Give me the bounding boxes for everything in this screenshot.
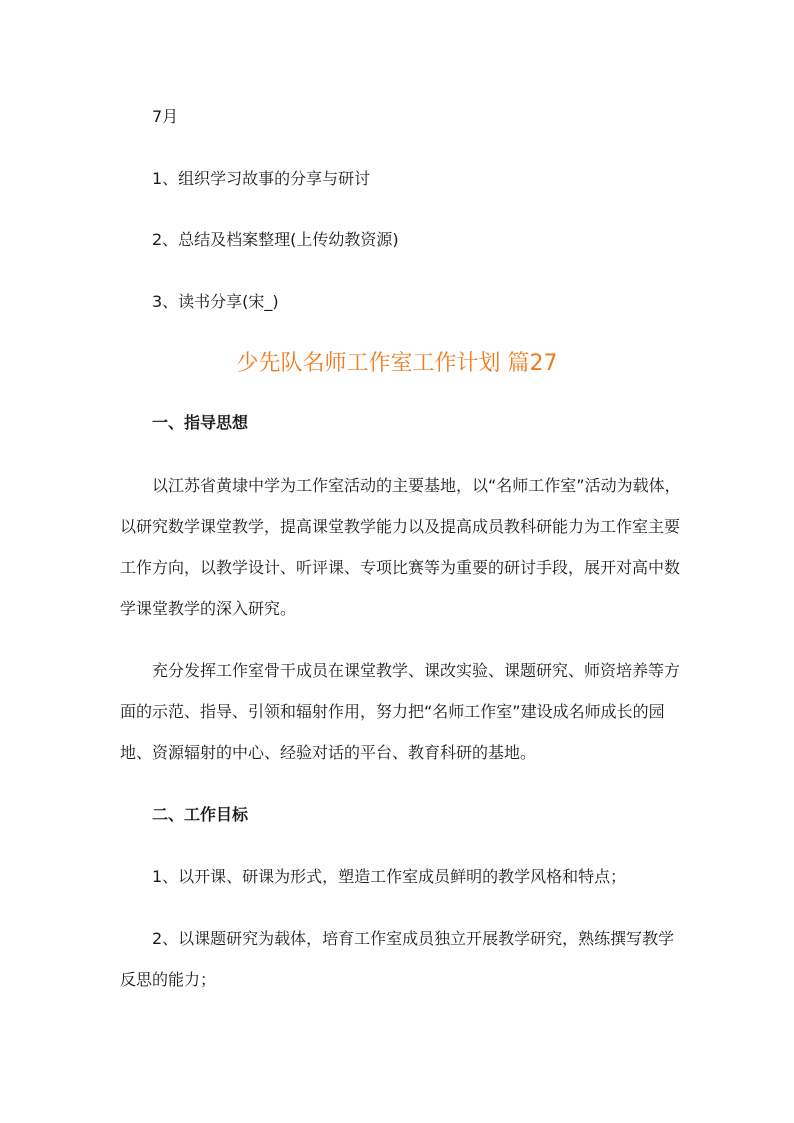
paragraph-line: 工作方向，以教学设计、听评课、专项比赛等为重要的研讨手段，展开对高中数 (120, 558, 681, 577)
list-item: 2、总结及档案整理(上传幼教资源) (152, 230, 399, 249)
section-heading-guiding-thought: 一、指导思想 (152, 413, 249, 432)
month-label: 7月 (152, 107, 179, 126)
list-item: 1、以开课、研课为形式，塑造工作室成员鲜明的教学风格和特点； (152, 867, 627, 886)
paragraph-line: 以江苏省黄埭中学为工作室活动的主要基地，以“名师工作室”活动为载体， (152, 476, 681, 495)
list-item: 2、以课题研究为载体，培育工作室成员独立开展教学研究，熟练撰写教学 (152, 929, 675, 948)
section-heading-work-goals: 二、工作目标 (152, 805, 249, 824)
document-title: 少先队名师工作室工作计划 篇27 (236, 351, 558, 376)
paragraph-line: 以研究数学课堂教学，提高课堂教学能力以及提高成员教科研能力为工作室主要 (120, 517, 681, 536)
list-item-continuation: 反思的能力； (120, 970, 217, 989)
list-item: 1、组织学习故事的分享与研讨 (152, 169, 371, 188)
list-item: 3、读书分享(宋_) (152, 292, 279, 311)
paragraph-line: 面的示范、指导、引领和辐射作用，努力把“名师工作室”建设成名师成长的园 (120, 702, 665, 721)
paragraph-line: 学课堂教学的深入研究。 (120, 599, 297, 618)
paragraph-line: 充分发挥工作室骨干成员在课堂教学、课改实验、课题研究、师资培养等方 (152, 661, 681, 680)
paragraph-line: 地、资源辐射的中心、经验对话的平台、教育科研的基地。 (120, 743, 537, 762)
